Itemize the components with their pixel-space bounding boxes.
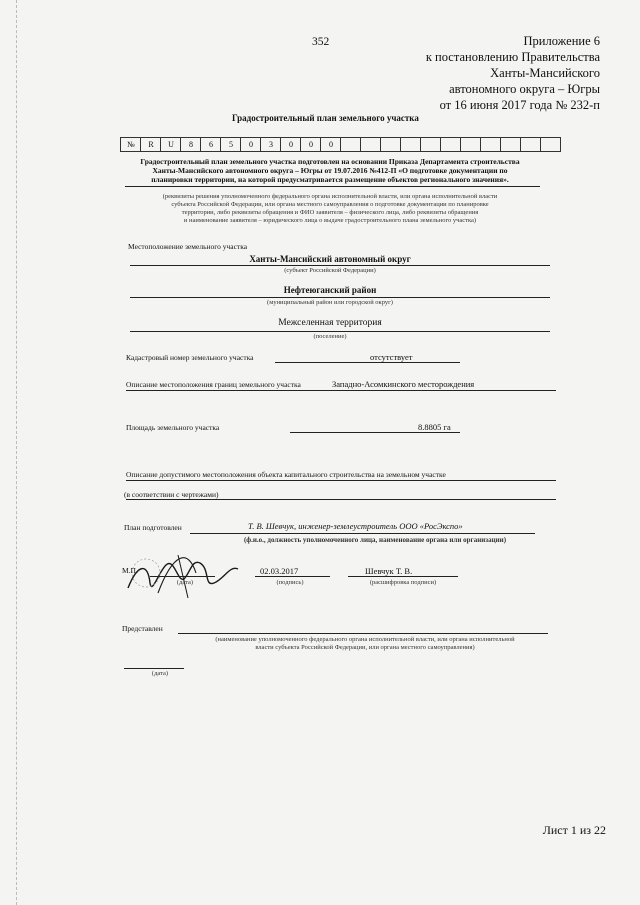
- plan-number-cell: [420, 138, 441, 151]
- plan-number-cell: [440, 138, 461, 151]
- placement-underline: [126, 480, 556, 481]
- document-title: Градостроительный план земельного участка: [232, 113, 419, 123]
- submitted-caption-line: власти субъекта Российской Федерации, или органа местного самоуправления): [255, 644, 475, 651]
- plan-number-cell: [500, 138, 521, 151]
- submitted-date-underline: [124, 668, 184, 669]
- basis-caption: [110, 193, 550, 225]
- cadastral-underline: [275, 362, 460, 363]
- location-subject-caption: (субъект Российской Федерации): [284, 267, 376, 274]
- boundaries-label: Описание местоположения границ земельного участка: [126, 380, 301, 389]
- location-subject-underline: [130, 265, 550, 266]
- decoded-underline: [348, 576, 458, 577]
- signature-decoded: Шевчук Т. В.: [365, 566, 413, 576]
- plan-number-cell: [400, 138, 421, 151]
- appendix-line: автономного округа – Югры: [449, 82, 600, 96]
- handwritten-signature: [118, 543, 268, 603]
- appendix-block: [340, 33, 600, 113]
- cadastral-label: Кадастровый номер земельного участка: [126, 353, 254, 362]
- basis-text: [110, 157, 550, 184]
- placement-value: (в соответствии с чертежами): [124, 490, 219, 499]
- location-subject: Ханты-Мансийский автономный округ: [249, 254, 411, 264]
- placement-label: Описание допустимого местоположения объекта капитального строительства на земельном участке: [126, 470, 446, 479]
- signature-date: 02.03.2017: [260, 566, 299, 576]
- binding-fold-line: [16, 0, 17, 905]
- prepared-caption: (ф.и.о., должность уполномоченного лица, наименование органа или организации): [243, 536, 507, 544]
- area-value: 8.8805 га: [418, 422, 451, 432]
- plan-number-cell: 0: [320, 138, 341, 151]
- location-settlement: Межселенная территория: [278, 318, 382, 328]
- appendix-line: к постановлению Правительства: [425, 50, 600, 64]
- plan-number-cell: R: [140, 138, 161, 151]
- plan-number-cell: 8: [180, 138, 201, 151]
- submitted-caption: [170, 636, 560, 652]
- plan-number-cell: 5: [220, 138, 241, 151]
- basis-caption-line: (реквизиты решения уполномоченного федерального органа исполнительной власти, или органа исполнительной власти: [162, 193, 498, 200]
- basis-underline: [125, 186, 540, 187]
- area-underline: [290, 432, 460, 433]
- basis-caption-line: территории, либо реквизиты обращения и ФИО заявителя – физического лица, либо реквизиты обращения: [181, 209, 479, 216]
- plan-number-cell: 3: [260, 138, 281, 151]
- plan-number-cell: 0: [240, 138, 261, 151]
- plan-number-cell: [340, 138, 361, 151]
- submitted-date-caption: (дата): [151, 670, 169, 677]
- appendix-line: Приложение 6: [523, 34, 600, 48]
- plan-number-cell: №: [120, 138, 141, 151]
- date-caption: (дата): [176, 579, 194, 586]
- plan-number-cell: [360, 138, 381, 151]
- plan-number-cell: 0: [280, 138, 301, 151]
- cadastral-value: отсутствует: [370, 352, 413, 362]
- stamp-place: М.П.: [122, 566, 138, 575]
- basis-caption-line: и наименование заявителя – юридического лица о выдаче градостроительного плана земельного участка): [183, 217, 477, 224]
- plan-number-cell: [460, 138, 481, 151]
- plan-number-cells: [120, 137, 561, 152]
- location-label: Местоположение земельного участка: [128, 242, 248, 251]
- placement-underline-2: [126, 499, 556, 500]
- area-label: Площадь земельного участка: [126, 423, 220, 432]
- appendix-line: от 16 июня 2017 года № 232-п: [439, 98, 600, 112]
- basis-line: планировки территории, на которой предусматривается размещение объектов регионального значения».: [151, 175, 509, 184]
- signature-underline: [255, 576, 330, 577]
- location-district: Нефтеюганский район: [283, 285, 377, 295]
- prepared-label: План подготовлен: [124, 523, 182, 532]
- location-district-underline: [130, 297, 550, 298]
- location-settlement-caption: (поселение): [313, 333, 347, 340]
- basis-line: Градостроительный план земельного участка подготовлен на основании Приказа Департамента строительства: [140, 157, 520, 166]
- plan-number-cell: 6: [200, 138, 221, 151]
- basis-caption-line: субъекта Российской Федерации, или органа местного самоуправления о подготовке документации по планировке: [171, 201, 489, 208]
- boundaries-underline: [126, 390, 556, 391]
- decoded-caption: (расшифровка подписи): [369, 579, 437, 586]
- prepared-value: Т. В. Шевчук, инженер-землеустроитель ООО «РосЭкспо»: [248, 521, 463, 531]
- plan-number-cell: [540, 138, 561, 151]
- submitted-label: Представлен: [122, 624, 163, 633]
- prepared-underline: [190, 533, 535, 534]
- date-underline: [150, 576, 215, 577]
- page-number: 352: [312, 36, 330, 48]
- sheet-number: Лист 1 из 22: [542, 823, 606, 837]
- plan-number-cell: U: [160, 138, 181, 151]
- submitted-caption-line: (наименование уполномоченного федерального органа исполнительной власти, или органа исполнительной: [215, 636, 515, 643]
- signature-caption: (подпись): [276, 579, 304, 586]
- plan-number-cell: 0: [300, 138, 321, 151]
- appendix-line: Ханты-Мансийского: [490, 66, 600, 80]
- boundaries-value: Западно-Асомкинского месторождения: [332, 379, 475, 389]
- plan-number-cell: [380, 138, 401, 151]
- plan-number-cell: [520, 138, 541, 151]
- plan-number-cell: [480, 138, 501, 151]
- location-settlement-underline: [130, 331, 550, 332]
- submitted-underline: [178, 633, 548, 634]
- location-district-caption: (муниципальный район или городской округ): [267, 299, 393, 306]
- basis-line: Ханты-Мансийского автономного округа – Югры от 19.07.2016 №412-П «О подготовке документации по: [152, 166, 508, 175]
